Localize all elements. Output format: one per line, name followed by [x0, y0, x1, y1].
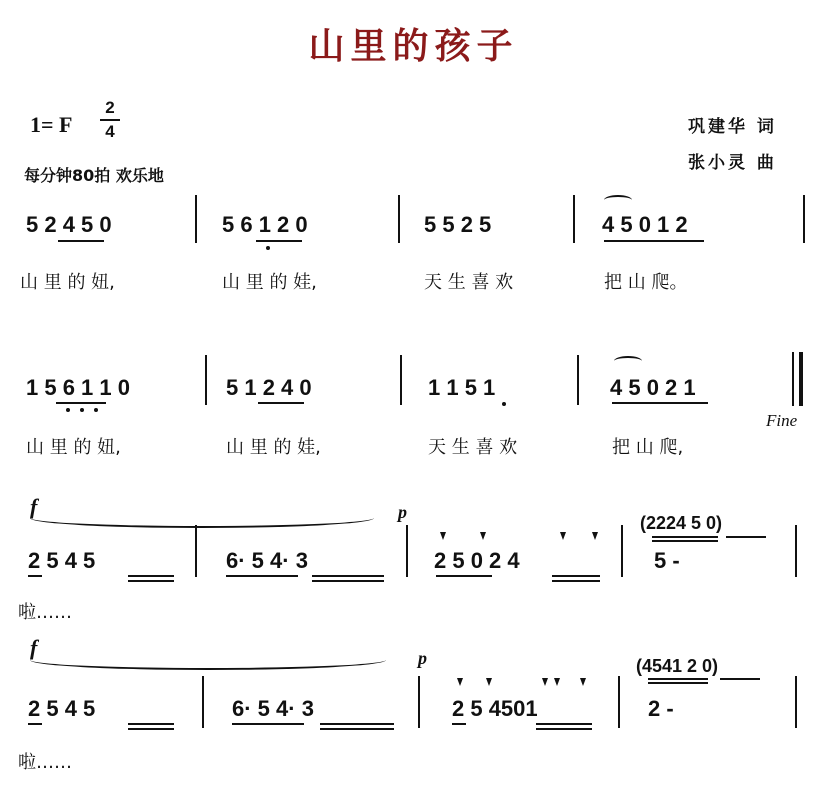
beam — [652, 540, 718, 542]
tempo-marking: 每分钟80拍 欢乐地 — [24, 166, 164, 185]
piano-marking: p — [418, 648, 427, 668]
time-signature — [100, 98, 120, 142]
row3-measure-1: 2 5 4 5 — [28, 548, 96, 573]
row4-lyric: 啦…… — [18, 752, 72, 773]
final-barline-thin — [792, 352, 794, 406]
accent-mark — [592, 532, 598, 540]
row3-measure-4: 5 - — [654, 548, 680, 573]
row3-lyric: 啦…… — [18, 602, 72, 623]
accent-mark — [554, 678, 560, 686]
barline — [573, 195, 575, 243]
row1-lyric-3: 天 生 喜 欢 — [424, 272, 514, 293]
meter-top: 2 — [105, 98, 115, 117]
low-octave-dot — [80, 408, 84, 412]
row4-interlude: (4541 2 0) — [636, 656, 719, 676]
barline — [205, 355, 207, 405]
accent-mark — [480, 532, 486, 540]
beam — [604, 240, 704, 242]
barline — [400, 355, 402, 405]
beam — [312, 580, 384, 582]
beam — [536, 723, 592, 725]
key-signature: 1= F — [30, 112, 73, 137]
row3-measure-3: 2 5 0 2 4 — [434, 548, 520, 573]
forte-marking: f — [30, 494, 38, 519]
row1-measure-3: 5 5 2 5 — [424, 212, 492, 237]
row4-measure-4: 2 - — [648, 696, 674, 721]
meter-line — [100, 119, 120, 121]
barline — [398, 195, 400, 243]
forte-marking: f — [30, 635, 38, 660]
composer-credit: 张小灵 曲 — [688, 153, 777, 173]
row1-lyric-4: 把 山 爬。 — [604, 272, 688, 293]
barline — [406, 525, 408, 577]
accent-mark — [542, 678, 548, 686]
row2-measure-1: 1 5 6 1 1 0 — [26, 375, 130, 400]
slur — [30, 508, 374, 528]
final-barline-thick — [799, 352, 803, 406]
row2-measure-4: 4 5 0 2 1 — [610, 375, 696, 400]
accent-mark — [457, 678, 463, 686]
beam — [128, 728, 174, 730]
low-octave-dot — [94, 408, 98, 412]
beam — [258, 402, 304, 404]
beam — [226, 575, 298, 577]
barline — [621, 525, 623, 577]
beam — [312, 575, 384, 577]
barline — [202, 676, 204, 728]
row3-interlude: (2224 5 0) — [640, 513, 723, 533]
fermata — [614, 356, 642, 366]
row4-measure-2: 6· 5 4· 3 — [232, 696, 314, 721]
accent-mark — [580, 678, 586, 686]
beam — [320, 723, 394, 725]
barline — [195, 195, 197, 243]
barline — [795, 525, 797, 577]
accent-mark — [440, 532, 446, 540]
fine-marking: Fine — [766, 411, 798, 430]
beam — [552, 580, 600, 582]
beam — [436, 575, 492, 577]
beam — [28, 723, 42, 725]
barline — [618, 676, 620, 728]
beam — [720, 678, 760, 680]
beam — [256, 240, 302, 242]
row2-measure-3: 1 1 5 1 — [428, 375, 496, 400]
beam — [648, 678, 708, 680]
beam — [128, 575, 174, 577]
beam — [320, 728, 394, 730]
accent-mark — [560, 532, 566, 540]
piano-marking: p — [398, 502, 407, 522]
row2-lyric-2: 山 里 的 娃, — [226, 437, 321, 458]
slur — [30, 650, 386, 670]
barline — [803, 195, 805, 243]
beam — [612, 402, 708, 404]
row1-measure-2: 5 6 1 2 0 — [222, 212, 308, 237]
lyricist-credit: 巩建华 词 — [688, 117, 777, 137]
low-octave-dot — [66, 408, 70, 412]
beam — [452, 723, 466, 725]
row4-measure-1: 2 5 4 5 — [28, 696, 96, 721]
row2-lyric-1: 山 里 的 妞, — [26, 437, 121, 458]
beam — [726, 536, 766, 538]
beam — [128, 723, 174, 725]
row1-measure-1: 5 2 4 5 0 — [26, 212, 112, 237]
beam — [56, 402, 106, 404]
row1-lyric-1: 山 里 的 妞, — [20, 272, 115, 293]
beam — [552, 575, 600, 577]
low-octave-dot — [266, 246, 270, 250]
row2-lyric-4: 把 山 爬, — [612, 437, 684, 458]
song-title: 山里的孩子 — [308, 25, 519, 67]
row4-measure-3: 2 5 4501 — [452, 696, 538, 721]
barline — [795, 676, 797, 728]
beam — [648, 682, 708, 684]
meter-bottom: 4 — [105, 122, 115, 141]
beam — [232, 723, 304, 725]
row3-measure-2: 6· 5 4· 3 — [226, 548, 308, 573]
low-octave-dot — [502, 402, 506, 406]
barline — [418, 676, 420, 728]
beam — [28, 575, 42, 577]
barline — [195, 525, 197, 577]
barline — [577, 355, 579, 405]
row2-lyric-3: 天 生 喜 欢 — [428, 437, 518, 458]
beam — [58, 240, 104, 242]
beam — [652, 536, 718, 538]
beam — [536, 728, 592, 730]
fermata — [604, 195, 632, 205]
accent-mark — [486, 678, 492, 686]
row1-measure-4: 4 5 0 1 2 — [602, 212, 688, 237]
row1-lyric-2: 山 里 的 娃, — [222, 272, 317, 293]
beam — [128, 580, 174, 582]
row2-measure-2: 5 1 2 4 0 — [226, 375, 312, 400]
